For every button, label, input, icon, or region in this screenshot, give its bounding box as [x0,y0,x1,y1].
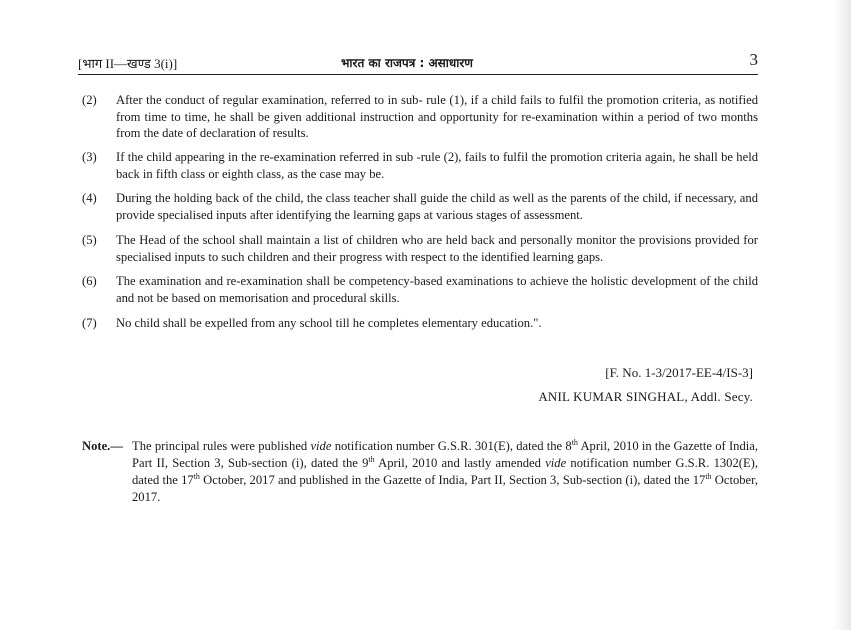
page-header [78,52,758,74]
note-fragment: notification number G.S.R. 1302(E), dated the 17 [132,456,758,487]
clause-text: After the conduct of regular examination, referred to in sub- rule (1), if a child fails to fulfil the promotion criteria, as notified from time to time, he shall be given additional instruction and opportunity for re-examination within a period of two months from the date of declaration of results. [116,93,758,140]
ordinal-suffix: th [705,471,712,481]
note-vide: vide [310,439,332,453]
clause-3 [82,149,758,182]
note-fragment: The principal rules were published [132,439,311,453]
signatory: ANIL KUMAR SINGHAL, Addl. Secy. [538,389,753,404]
header-gazette-title: भारत का राजपत्र : असाधारण [341,56,473,70]
ordinal-suffix: th [571,437,578,447]
page-number: 3 [749,50,758,69]
note-label: Note.— [82,439,123,453]
clause-6 [82,273,758,306]
header-divider [78,74,758,75]
clause-number: (5) [82,233,97,247]
file-number: [F. No. 1-3/2017-EE-4/IS-3] [605,365,753,380]
clause-number: (3) [82,150,97,164]
footnote [82,438,758,506]
clause-text: The Head of the school shall maintain a list of children who are held back and personally monitor the provisions provided for specialised inputs to such children and their progress with respect to the identified learning gaps. [116,233,758,264]
clause-number: (6) [82,274,97,288]
page-edge-shadow [833,0,851,630]
clause-number: (7) [82,316,97,330]
note-fragment: October, 2017. [132,473,758,504]
clause-4 [82,190,758,223]
note-fragment: April, 2010 and lastly amended [374,456,546,470]
clause-text: No child shall be expelled from any school till he completes elementary education.". [116,316,542,330]
clause-text: If the child appearing in the re-examination referred in sub -rule (2), fails to fulfil the promotion criteria again, he shall be held back in fifth class or eighth class, as the case may be. [116,150,758,181]
ordinal-suffix: th [368,454,375,464]
clause-text: During the holding back of the child, the class teacher shall guide the child as well as the parents of the child, if necessary, and provide specialised inputs after identifying the learning gaps at various stages of assessment. [116,191,758,222]
note-vide: vide [545,456,567,470]
note-fragment: October, 2017 and published in the Gazette of India, Part II, Section 3, Sub-section (i), dated the 17 [199,473,706,487]
ordinal-suffix: th [193,471,200,481]
header-part-section: [भाग II—खण्ड 3(i)] [78,56,178,71]
note-fragment: notification number G.S.R. 301(E), dated the 8 [331,439,572,453]
note-text [132,438,758,506]
clause-2 [82,92,758,142]
clause-number: (4) [82,191,97,205]
clause-number: (2) [82,93,97,107]
clause-5 [82,232,758,265]
note-fragment: April, 2010 in the Gazette of India, Part II, Section 3, Sub-section (i), dated the 9 [132,439,758,470]
clause-7 [82,315,758,332]
clause-text: The examination and re-examination shall be competency-based examinations to achieve the holistic development of the child and not be based on memorisation and procedural skills. [116,274,758,305]
